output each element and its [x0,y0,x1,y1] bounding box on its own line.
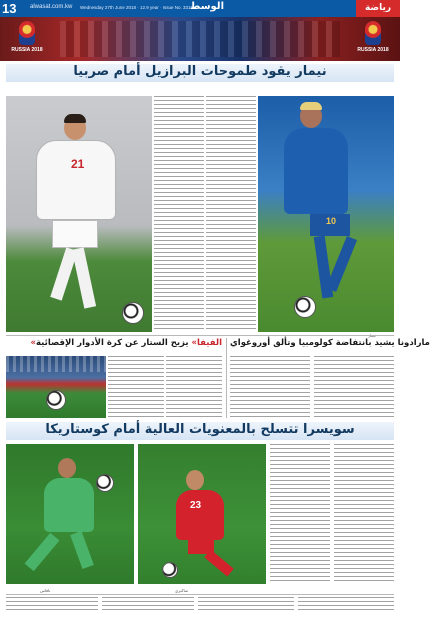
footer-brief [298,597,394,613]
brazil-player-photo [258,96,394,332]
page-number: 13 [2,1,17,16]
player-leg [25,533,60,571]
player-leg [70,531,94,569]
player-shorts [52,220,98,248]
costa-rica-keeper-photo [6,444,134,584]
article1-body-column [206,96,256,332]
footer-brief [198,597,294,613]
player-jersey [176,490,224,540]
world-cup-banner [0,17,400,61]
article1-body-column [154,96,204,332]
dateline: Wednesday 27th June 2018 · 12.9 year · Issue No. 3316 [80,5,193,10]
logo-text: RUSSIA 2018 [357,47,389,53]
fifa-headline-text: يزيح الستار عن كرة الأدوار الإقصائية [36,338,189,348]
footer-brief [102,597,194,613]
article1-headline: نيمار يقود طموحات البرازيل أمام صربيا [6,64,394,82]
swiss-player-photo [138,444,266,584]
column-divider [226,338,227,418]
photo-caption: نافاس [40,588,51,593]
maradona-article-body [314,356,394,418]
banner-photo [60,21,340,57]
player-jersey [284,128,348,214]
logo-text: RUSSIA 2018 [11,47,43,53]
serbia-player-photo [6,96,152,332]
fifa-ball-headline [6,338,222,352]
site-url[interactable]: alwasat.com.kw [30,4,73,10]
fifa-article-body [166,356,222,418]
swiss-article-body [270,444,330,584]
fifa-article-body [108,356,164,418]
football-icon [96,474,114,492]
jersey-number: 10 [326,216,337,226]
jersey-number: 21 [71,157,85,171]
divider [6,594,394,595]
stadium-photo [6,356,106,418]
player-head [58,458,76,478]
footer-brief [6,597,98,613]
section-label: رياضة [356,0,400,17]
maradona-article-body [230,356,310,418]
divider [6,335,394,336]
football-icon [294,296,316,318]
trophy-icon [365,21,381,45]
football-icon [122,302,144,324]
player-leg [204,550,233,577]
stadium-roof [6,356,106,372]
player-hair [64,114,86,123]
article3-headline: سويسرا تتسلح بالمعنويات العالية أمام كوستاريكا [6,422,394,440]
football-icon [46,390,66,410]
player-head [186,470,204,490]
world-cup-logo-icon [350,20,396,58]
player-leg [326,236,357,292]
keeper-jersey [44,478,94,532]
photo-caption: شاكيري [175,588,189,593]
player-jersey [36,140,116,220]
maradona-headline: مارادونا يشيد بانتفاضة كولومبيا وتألق أوروغواي [230,338,430,348]
player-leg [50,247,77,300]
player-hair [300,102,322,110]
swiss-article-body [334,444,394,584]
football-icon [162,562,178,578]
newspaper-brand: الوسط [190,1,224,12]
world-cup-logo-icon [4,20,50,58]
masthead-bar [0,0,400,17]
player-shorts [310,214,350,236]
trophy-icon [19,21,35,45]
jersey-number: 23 [190,500,202,511]
fifa-accent-text: «الفيفا» [30,338,222,348]
